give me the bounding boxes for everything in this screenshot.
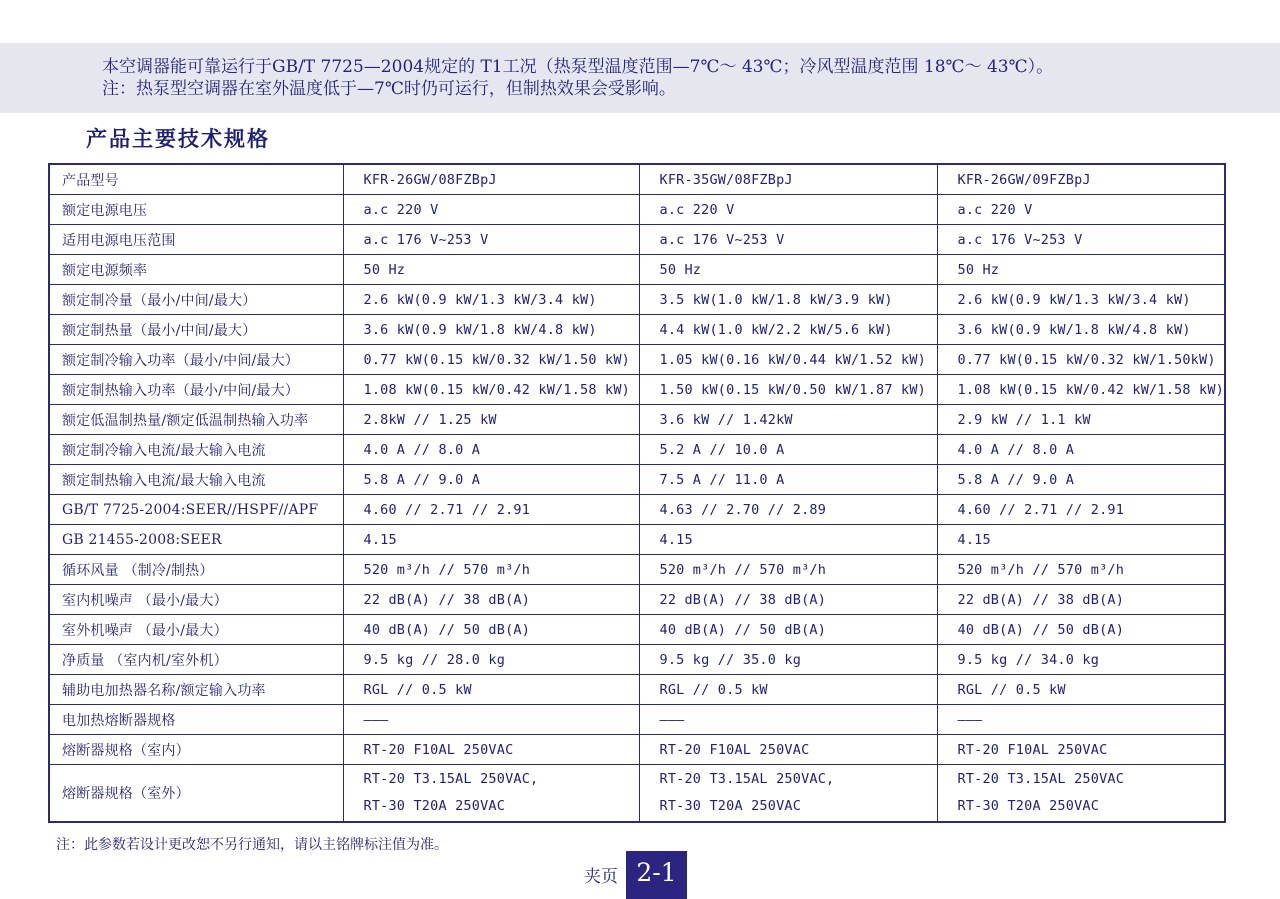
spec-value: 1.08 kW(0.15 kW/0.42 kW/1.58 kW) <box>937 375 1225 405</box>
spec-value: 4.60 // 2.71 // 2.91 <box>937 495 1225 525</box>
table-row <box>49 375 1225 405</box>
spec-value: 5.8 A // 9.0 A <box>937 465 1225 495</box>
table-row <box>49 495 1225 525</box>
spec-value: 520 m³/h // 570 m³/h <box>343 555 639 585</box>
notice-line-1: 本空调器能可靠运行于GB/T 7725—2004规定的 T1工况（热泵型温度范围—7℃～ 43℃；冷风型温度范围 18℃～ 43℃）。 <box>102 57 1054 77</box>
spec-value: RT-20 F10AL 250VAC <box>343 735 639 765</box>
spec-value: 520 m³/h // 570 m³/h <box>639 555 937 585</box>
table-row <box>49 285 1225 315</box>
spec-value: a.c 220 V <box>639 195 937 225</box>
table-row <box>49 315 1225 345</box>
table-row <box>49 645 1225 675</box>
spec-value: 5.2 A // 10.0 A <box>639 435 937 465</box>
spec-value: 2.8kW // 1.25 kW <box>343 405 639 435</box>
table-row <box>49 164 1225 195</box>
spec-value: 9.5 kg // 28.0 kg <box>343 645 639 675</box>
table-row <box>49 195 1225 225</box>
table-row <box>49 735 1225 765</box>
spec-value-line: RT-30 T20A 250VAC <box>957 798 1100 814</box>
table-row <box>49 465 1225 495</box>
spec-label: 额定制冷量（最小/中间/最大） <box>49 285 343 315</box>
spec-value: 22 dB(A) // 38 dB(A) <box>937 585 1225 615</box>
spec-value <box>639 765 937 823</box>
spec-label: 熔断器规格（室内） <box>49 735 343 765</box>
spec-value: 4.15 <box>343 525 639 555</box>
spec-value: 5.8 A // 9.0 A <box>343 465 639 495</box>
table-row <box>49 405 1225 435</box>
spec-label: GB/T 7725-2004:SEER//HSPF//APF <box>49 495 343 525</box>
table-row <box>49 435 1225 465</box>
spec-label: 额定电源频率 <box>49 255 343 285</box>
page-label: 夹页 <box>584 867 618 887</box>
spec-value: 0.77 kW(0.15 kW/0.32 kW/1.50kW) <box>937 345 1225 375</box>
spec-value: 50 Hz <box>937 255 1225 285</box>
spec-value: KFR-35GW/08FZBpJ <box>639 164 937 195</box>
spec-value: a.c 220 V <box>343 195 639 225</box>
spec-value: RGL // 0.5 kW <box>937 675 1225 705</box>
spec-value: 4.63 // 2.70 // 2.89 <box>639 495 937 525</box>
section-heading: 产品主要技术规格 <box>86 126 270 151</box>
spec-value-line: RT-30 T20A 250VAC <box>363 798 506 814</box>
spec-value-line: RT-20 T3.15AL 250VAC, <box>363 771 539 787</box>
table-row <box>49 225 1225 255</box>
spec-value: 1.08 kW(0.15 kW/0.42 kW/1.58 kW) <box>343 375 639 405</box>
spec-value: 2.9 kW // 1.1 kW <box>937 405 1225 435</box>
spec-value: RT-20 F10AL 250VAC <box>639 735 937 765</box>
spec-value: a.c 220 V <box>937 195 1225 225</box>
spec-value: 3.5 kW(1.0 kW/1.8 kW/3.9 kW) <box>639 285 937 315</box>
spec-value: 4.15 <box>937 525 1225 555</box>
spec-value: 3.6 kW(0.9 kW/1.8 kW/4.8 kW) <box>937 315 1225 345</box>
spec-value-line: RT-20 T3.15AL 250VAC, <box>659 771 835 787</box>
spec-value: 4.60 // 2.71 // 2.91 <box>343 495 639 525</box>
spec-label: 额定电源电压 <box>49 195 343 225</box>
spec-value-line: RT-20 T3.15AL 250VAC <box>957 771 1125 787</box>
spec-label: 额定低温制热量/额定低温制热输入功率 <box>49 405 343 435</box>
spec-value: 520 m³/h // 570 m³/h <box>937 555 1225 585</box>
spec-value: a.c 176 V~253 V <box>639 225 937 255</box>
spec-value: 40 dB(A) // 50 dB(A) <box>639 615 937 645</box>
spec-value: 9.5 kg // 34.0 kg <box>937 645 1225 675</box>
spec-value: ——— <box>343 705 639 735</box>
table-row <box>49 705 1225 735</box>
spec-value: 1.50 kW(0.15 kW/0.50 kW/1.87 kW) <box>639 375 937 405</box>
spec-value: a.c 176 V~253 V <box>343 225 639 255</box>
spec-value: KFR-26GW/08FZBpJ <box>343 164 639 195</box>
spec-value <box>937 765 1225 823</box>
spec-value: 50 Hz <box>639 255 937 285</box>
table-row <box>49 585 1225 615</box>
spec-value: RGL // 0.5 kW <box>639 675 937 705</box>
spec-table <box>48 163 1226 823</box>
table-row <box>49 675 1225 705</box>
spec-value: 22 dB(A) // 38 dB(A) <box>343 585 639 615</box>
spec-value: 4.0 A // 8.0 A <box>937 435 1225 465</box>
spec-value: 22 dB(A) // 38 dB(A) <box>639 585 937 615</box>
spec-label: 额定制热输入功率（最小/中间/最大） <box>49 375 343 405</box>
spec-label: 净质量 （室内机/室外机） <box>49 645 343 675</box>
spec-value <box>343 765 639 823</box>
spec-value: RGL // 0.5 kW <box>343 675 639 705</box>
spec-value-line: RT-30 T20A 250VAC <box>659 798 802 814</box>
spec-value: 4.15 <box>639 525 937 555</box>
spec-value: KFR-26GW/09FZBpJ <box>937 164 1225 195</box>
spec-label: 额定制冷输入电流/最大输入电流 <box>49 435 343 465</box>
spec-value: 50 Hz <box>343 255 639 285</box>
spec-value: 40 dB(A) // 50 dB(A) <box>343 615 639 645</box>
spec-label: 循环风量 （制冷/制热） <box>49 555 343 585</box>
table-row <box>49 615 1225 645</box>
spec-value: 1.05 kW(0.16 kW/0.44 kW/1.52 kW) <box>639 345 937 375</box>
spec-value: 9.5 kg // 35.0 kg <box>639 645 937 675</box>
operating-conditions-notice <box>0 43 1280 113</box>
spec-value: 4.0 A // 8.0 A <box>343 435 639 465</box>
spec-value: 0.77 kW(0.15 kW/0.32 kW/1.50 kW) <box>343 345 639 375</box>
table-row <box>49 345 1225 375</box>
spec-value: 7.5 A // 11.0 A <box>639 465 937 495</box>
spec-label: 额定制热输入电流/最大输入电流 <box>49 465 343 495</box>
spec-value: 40 dB(A) // 50 dB(A) <box>937 615 1225 645</box>
spec-table-body <box>49 164 1225 822</box>
spec-label: 熔断器规格（室外） <box>49 765 343 823</box>
table-row <box>49 555 1225 585</box>
spec-value: 2.6 kW(0.9 kW/1.3 kW/3.4 kW) <box>937 285 1225 315</box>
spec-value: ——— <box>937 705 1225 735</box>
spec-label: 额定制冷输入功率（最小/中间/最大） <box>49 345 343 375</box>
spec-label: GB 21455-2008:SEER <box>49 525 343 555</box>
spec-value: 2.6 kW(0.9 kW/1.3 kW/3.4 kW) <box>343 285 639 315</box>
spec-value: ——— <box>639 705 937 735</box>
spec-label: 室外机噪声 （最小/最大） <box>49 615 343 645</box>
spec-value: RT-20 F10AL 250VAC <box>937 735 1225 765</box>
footnote: 注：此参数若设计更改恕不另行通知，请以主铭牌标注值为准。 <box>56 837 448 853</box>
page-number: 2-1 <box>626 851 687 899</box>
spec-value: 4.4 kW(1.0 kW/2.2 kW/5.6 kW) <box>639 315 937 345</box>
table-row <box>49 255 1225 285</box>
spec-value: a.c 176 V~253 V <box>937 225 1225 255</box>
spec-label: 电加热熔断器规格 <box>49 705 343 735</box>
spec-label: 室内机噪声 （最小/最大） <box>49 585 343 615</box>
spec-label: 辅助电加热器名称/额定输入功率 <box>49 675 343 705</box>
table-row <box>49 525 1225 555</box>
spec-value: 3.6 kW // 1.42kW <box>639 405 937 435</box>
spec-label: 额定制热量（最小/中间/最大） <box>49 315 343 345</box>
spec-label: 适用电源电压范围 <box>49 225 343 255</box>
notice-line-2: 注：热泵型空调器在室外温度低于—7℃时仍可运行，但制热效果会受影响。 <box>102 79 676 99</box>
spec-label: 产品型号 <box>49 164 343 195</box>
table-row <box>49 765 1225 823</box>
spec-value: 3.6 kW(0.9 kW/1.8 kW/4.8 kW) <box>343 315 639 345</box>
